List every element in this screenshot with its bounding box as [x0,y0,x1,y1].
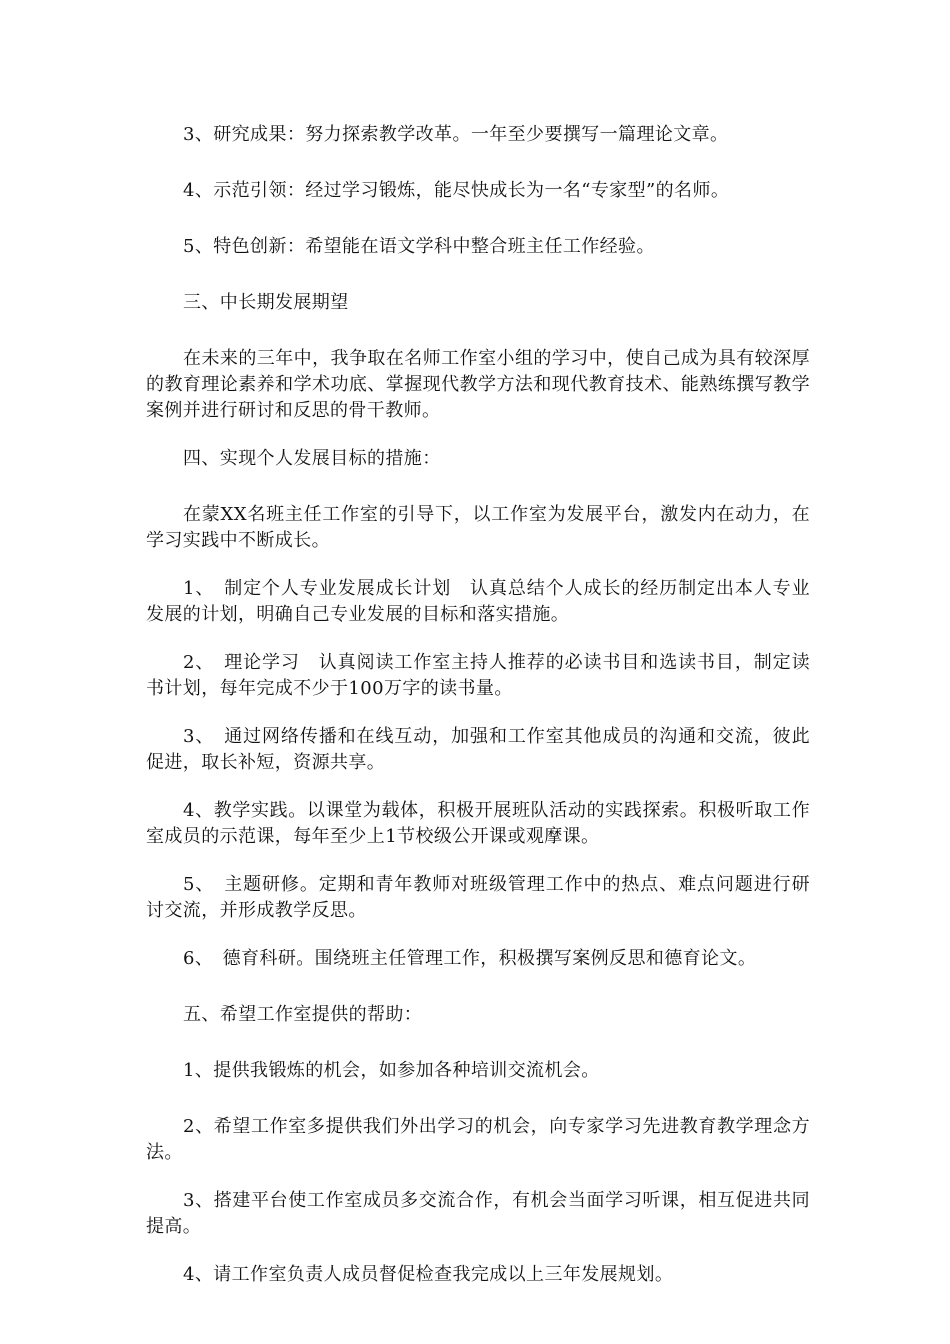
section-heading-5: 五、希望工作室提供的帮助： [183,1004,423,1025]
help-item-3: 3、搭建平台使工作室成员多交流合作，有机会当面学习听课，相互促进共同提高。 [146,1190,810,1237]
section-heading-3: 三、中长期发展期望 [183,292,349,313]
paragraph-long-term-goal: 在未来的三年中，我争取在名师工作室小组的学习中，使自己成为具有较深厚的教育理论素养和学术功底、掌握现代教学方法和现代教育技术、能熟练撰写教学案例并进行研讨和反思的骨干教师。 [146,348,810,421]
help-item-2: 2、希望工作室多提供我们外出学习的机会，向专家学习先进教育教学理念方法。 [146,1116,810,1163]
list-item-4: 4、教学实践。以课堂为载体，积极开展班队活动的实践探索。积极听取工作室成员的示范课，每年至少上1节校级公开课或观摩课。 [146,800,810,847]
section-heading-4: 四、实现个人发展目标的措施： [183,448,441,469]
list-item-5: 5、 主题研修。定期和青年教师对班级管理工作中的热点、难点问题进行研讨交流，并形成教学反思。 [146,874,810,921]
list-item-6: 6、 德育科研。围绕班主任管理工作，积极撰写案例反思和德育论文。 [183,948,757,969]
list-item-1: 1、 制定个人专业发展成长计划 认真总结个人成长的经历制定出本人专业发展的计划，明确自己专业发展的目标和落实措施。 [146,578,810,625]
help-item-4: 4、请工作室负责人成员督促检查我完成以上三年发展规划。 [183,1264,674,1285]
paragraph-demonstration: 4、示范引领：经过学习锻炼，能尽快成长为一名“专家型”的名师。 [183,180,730,201]
list-item-3: 3、 通过网络传播和在线互动，加强和工作室其他成员的沟通和交流，彼此促进，取长补短，资源共享。 [146,726,810,773]
paragraph-research-results: 3、研究成果：努力探索教学改革。一年至少要撰写一篇理论文章。 [183,124,729,145]
list-item-2: 2、 理论学习 认真阅读工作室主持人推荐的必读书目和选读书目，制定读书计划，每年完成不少于100万字的读书量。 [146,652,810,699]
paragraph-innovation: 5、特色创新：希望能在语文学科中整合班主任工作经验。 [183,236,655,257]
help-item-1: 1、提供我锻炼的机会，如参加各种培训交流机会。 [183,1060,600,1081]
document-body [146,122,810,1310]
paragraph-guidance: 在蒙XX名班主任工作室的引导下，以工作室为发展平台，激发内在动力，在学习实践中不断成长。 [146,504,810,551]
